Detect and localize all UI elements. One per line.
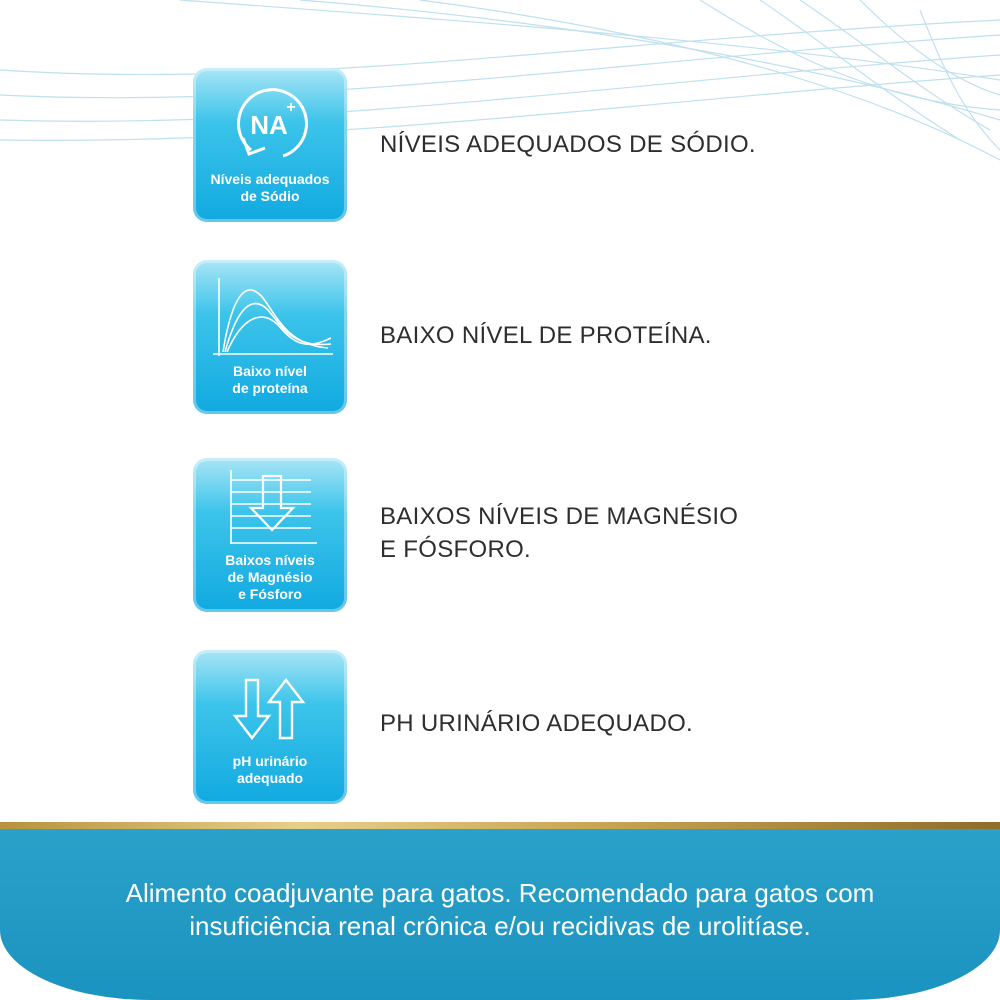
tile-label xyxy=(193,363,347,397)
description-line: PH URINÁRIO ADEQUADO. xyxy=(380,710,694,737)
plus-symbol-text: + xyxy=(286,99,296,116)
tile-label xyxy=(193,552,347,603)
sodium-tile xyxy=(193,68,347,222)
magnesium-phosphorus-tile xyxy=(193,458,347,612)
tile-label-line: e Fósforo xyxy=(238,586,302,602)
feature-magnesium-phosphorus xyxy=(193,458,813,612)
tile-label xyxy=(193,171,347,205)
tile-label-line: Níveis adequados xyxy=(210,171,330,187)
feature-description xyxy=(380,128,800,161)
footer-line: insuficiência renal crônica e/ou recidivas de urolitíase. xyxy=(189,911,811,941)
tile-label-line: de proteína xyxy=(232,380,308,396)
tile-label-line: Baixos níveis xyxy=(225,552,315,568)
tile-label xyxy=(193,753,347,787)
gold-divider xyxy=(0,822,1000,829)
feature-description xyxy=(380,319,800,352)
description-line: NÍVEIS ADEQUADOS DE SÓDIO. xyxy=(380,131,756,158)
footer-text xyxy=(40,877,960,943)
description-line: BAIXO NÍVEL DE PROTEÍNA. xyxy=(380,322,712,349)
na-symbol-text: NA xyxy=(250,110,288,140)
footer-line: Alimento coadjuvante para gatos. Recomendado para gatos com xyxy=(125,878,875,908)
urinary-ph-tile xyxy=(193,650,347,804)
feature-urinary-ph xyxy=(193,650,813,804)
feature-description xyxy=(380,707,800,740)
tile-label-line: de Sódio xyxy=(240,188,300,204)
feature-description xyxy=(380,500,800,566)
tile-label-line: pH urinário xyxy=(232,753,308,769)
tile-label-line: de Magnésio xyxy=(227,569,313,585)
description-line: E FÓSFORO. xyxy=(380,536,532,563)
protein-tile xyxy=(193,260,347,414)
tile-label-line: Baixo nível xyxy=(233,363,307,379)
description-line: BAIXOS NÍVEIS DE MAGNÉSIO xyxy=(380,503,739,530)
feature-sodium xyxy=(193,68,813,222)
footer-banner xyxy=(0,829,1000,1000)
tile-label-line: adequado xyxy=(236,770,304,786)
feature-protein xyxy=(193,260,813,414)
